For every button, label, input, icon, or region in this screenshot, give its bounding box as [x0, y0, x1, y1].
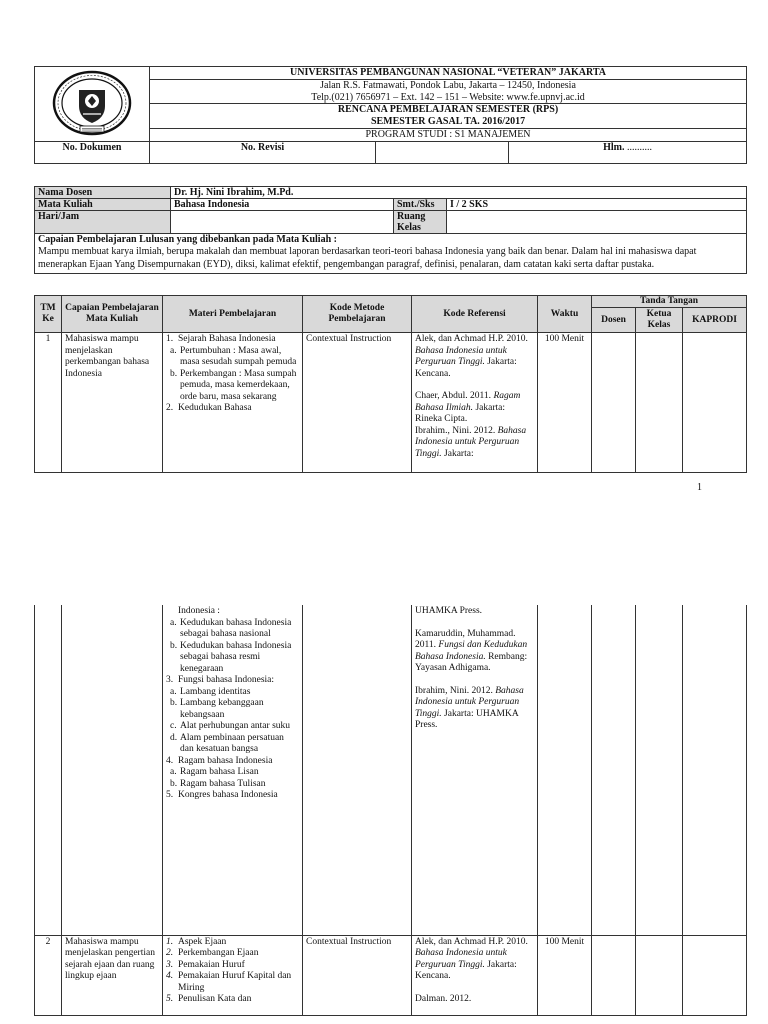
materi-cell: 1. Sejarah Bahasa Indonesia a. Pertumbuhan : Masa awal, masa sesudah sumpah pemuda b. Perkembangan : Masa sumpah pemuda, masa kemerdekaan, orde baru, masa sekarang 2. Kedudukan Bahasa [163, 333, 303, 473]
ref-publisher: UHAMKA Press. [415, 606, 483, 616]
capaian-lulusan-title: Capaian Pembelajaran Lulusan yang dibebankan pada Mata Kuliah : [38, 234, 337, 245]
rps-table-page-1 [34, 295, 747, 473]
materi-item: Fungsi bahasa Indonesia: [178, 675, 275, 685]
referensi-cell [412, 605, 538, 935]
materi-item: Indonesia : [178, 606, 220, 616]
tm-cell [35, 605, 62, 935]
ttd-ketua-cell [636, 935, 683, 1015]
page-gap [0, 500, 768, 605]
nama-dosen-value: Dr. Hj. Nini Ibrahim, M.Pd. [171, 187, 747, 199]
materi-cell: 1. Aspek Ejaan 2. Perkembangan Ejaan 3. Pemakaian Huruf 4. Pemakaian Huruf Kapital dan Miring 5. Penulisan Kata dan [163, 935, 303, 1015]
ref-publisher: Jakarta: UHAMKA Press. [415, 708, 519, 730]
capaian-cell [62, 605, 163, 935]
tm-cell: 2 [35, 935, 62, 1015]
ref-title: Ragam Bahasa Ilmiah. [415, 391, 521, 413]
ttd-dosen-cell [592, 333, 636, 473]
materi-subitem: Alam pembinaan persatuan dan kesatuan bangsa [180, 732, 284, 754]
materi-subitem: Ragam bahasa Lisan [180, 767, 259, 777]
materi-subitem: Alat perhubungan antar suku [180, 721, 291, 731]
table-row [35, 605, 747, 935]
ruang-kelas-value [447, 211, 747, 234]
smt-sks-label: Smt./Sks [394, 199, 447, 211]
ref-author: Dalman. 2012. [415, 993, 472, 1004]
materi-subitem: Lambang kebanggaan kebangsaan [180, 698, 264, 720]
ref-title: Bahasa Indonesia untuk Perguruan Tinggi. [415, 345, 507, 367]
no-revisi-label: No. Revisi [150, 142, 376, 164]
ref-title: Bahasa Indonesia untuk Perguruan Tinggi. [415, 685, 524, 719]
page-1 [0, 0, 768, 500]
hlm-label: Hlm. [603, 142, 625, 153]
ttd-dosen-cell [592, 935, 636, 1015]
capaian-lulusan-text: Mampu membuat karya ilmiah, berupa makalah dan membuat laporan berdasarkan teori-teori bahasa Indonesia yang baik dan benar. Dalam hal ini mahasiswa dapat menerapkan Ejaan Yang Disempurnakan (EYD), diksi, kalimat efektif, pengembangan paragraf, definisi, penalaran, dam catatan kaki serta daftar pustaka. [38, 246, 697, 270]
materi-subitem: Kedudukan bahasa Indonesia sebagai bahasa resmi kenegaraan [180, 640, 292, 674]
document-title: RENCANA PEMBELAJARAN SEMESTER (RPS) [150, 104, 747, 116]
hari-jam-label: Hari/Jam [35, 211, 171, 234]
ref-publisher: Rembang: Yayasan Adhigama. [415, 651, 528, 673]
ref-author: Alek, dan Achmad H.P. 2010. [415, 334, 528, 344]
university-logo [50, 68, 134, 138]
mata-kuliah-value: Bahasa Indonesia [171, 199, 394, 211]
ref-title: Bahasa Indonesia untuk Perguruan Tinggi. [415, 948, 507, 970]
header-ketua-kelas: Ketua Kelas [636, 308, 683, 333]
waktu-cell [538, 605, 592, 935]
metode-cell: Contextual Instruction [303, 935, 412, 1015]
materi-item: Kongres bahasa Indonesia [178, 790, 278, 800]
rps-table-page-2 [34, 605, 747, 1016]
metode-cell [303, 605, 412, 935]
capaian-cell: Mahasiswa mampu menjelaskan pengertian sejarah ejaan dan ruang lingkup ejaan [62, 935, 163, 1015]
materi-item: Pemakaian Huruf Kapital dan Miring [178, 971, 292, 993]
page-number: 1 [697, 482, 702, 493]
materi-subitem: Ragam bahasa Tulisan [180, 778, 266, 789]
materi-subitem: Pertumbuhan : Masa awal, masa sesudah sumpah pemuda [180, 345, 297, 367]
header-tm: TM Ke [35, 296, 62, 333]
materi-subitem: Lambang identitas [180, 686, 251, 697]
materi-item: Sejarah Bahasa Indonesia [178, 334, 276, 344]
header-dosen: Dosen [592, 308, 636, 333]
ref-title: Bahasa Indonesia untuk Perguruan Tinggi. [415, 425, 527, 459]
ref-title: Fungsi dan Kedudukan Bahasa Indonesia. [415, 640, 528, 662]
ttd-kaprodi-cell [683, 935, 747, 1015]
no-dokumen-label: No. Dokumen [35, 142, 150, 164]
mata-kuliah-label: Mata Kuliah [35, 199, 171, 211]
materi-subitem: Perkembangan : Masa sumpah pemuda, masa kemerdekaan, orde baru, masa sekarang [180, 368, 297, 402]
materi-item: Aspek Ejaan [178, 936, 227, 947]
waktu-cell: 100 Menit [538, 333, 592, 473]
university-address: Jalan R.S. Fatmawati, Pondok Labu, Jakarta – 12450, Indonesia [150, 79, 747, 91]
ref-publisher: Jakarta: Kencana. [415, 357, 517, 379]
ref-author: Ibrahim., Nini. 2012. [415, 425, 496, 436]
materi-item: Pemakaian Huruf [178, 959, 245, 970]
university-logo-cell [35, 67, 150, 142]
document-header [34, 66, 747, 164]
ttd-ketua-cell [636, 605, 683, 935]
university-name: UNIVERSITAS PEMBANGUNAN NASIONAL “VETERAN” JAKARTA [150, 67, 747, 80]
ref-publisher: Jakarta: Rineka Cipta. [415, 402, 505, 424]
university-contact: Telp.(021) 7656971 – Ext. 142 – 151 – Website: www.fe.upnvj.ac.id [150, 92, 747, 104]
materi-item: Penulisan Kata dan [178, 994, 252, 1004]
ttd-kaprodi-cell [683, 333, 747, 473]
header-kaprodi: KAPRODI [683, 308, 747, 333]
header-metode: Kode Metode Pembelajaran [303, 296, 412, 333]
table-row [35, 935, 747, 1015]
capaian-cell: Mahasiswa mampu menjelaskan perkembangan bahasa Indonesia [62, 333, 163, 473]
capaian-lulusan [35, 234, 747, 274]
metode-cell: Contextual Instruction [303, 333, 412, 473]
ttd-ketua-cell [636, 333, 683, 473]
referensi-cell [412, 333, 538, 473]
materi-cell: Indonesia : a. Kedudukan bahasa Indonesia sebagai bahasa nasional b. Kedudukan bahasa Indonesia sebagai bahasa resmi kenegaraan 3. Fungsi bahasa Indonesia: a. Lambang identitas b. Lambang kebanggaan kebangsaan c. Alat perhubungan antar suku d. Alam pembinaan persatuan dan kesatuan bangsa 4. Ragam bahasa Indonesia a. Ragam bahasa Lisan b. Ragam bahasa Tulisan 5. Kongres bahasa Indonesia [163, 605, 303, 935]
header-waktu: Waktu [538, 296, 592, 333]
ttd-dosen-cell [592, 605, 636, 935]
materi-item: Ragam bahasa Indonesia [178, 755, 273, 766]
hlm-cell [509, 142, 747, 164]
waktu-cell: 100 Menit [538, 935, 592, 1015]
hari-jam-value [171, 211, 394, 234]
table-row [35, 333, 747, 473]
ref-author: Alek, dan Achmad H.P. 2010. [415, 936, 528, 947]
ttd-kaprodi-cell [683, 605, 747, 935]
ref-author: Chaer, Abdul. 2011. [415, 391, 492, 401]
ruang-kelas-label: Ruang Kelas [394, 211, 447, 234]
blank-cell [376, 142, 509, 164]
page-2 [0, 605, 768, 1024]
hlm-dots: .......... [626, 142, 652, 153]
header-tanda-tangan: Tanda Tangan [592, 296, 747, 308]
referensi-cell [412, 935, 538, 1015]
header-capaian: Capaian Pembelajaran Mata Kuliah [62, 296, 163, 333]
program-label: PROGRAM STUDI : S1 MANAJEMEN [150, 129, 747, 142]
nama-dosen-label: Nama Dosen [35, 187, 171, 199]
ref-publisher: Jakarta: [444, 448, 474, 459]
tm-cell: 1 [35, 333, 62, 473]
materi-subitem: Kedudukan bahasa Indonesia sebagai bahasa nasional [180, 617, 292, 639]
header-referensi: Kode Referensi [412, 296, 538, 333]
ref-author: Kamaruddin, Muhammad. 2011. [415, 628, 516, 650]
ref-author: Ibrahim, Nini. 2012. [415, 685, 493, 696]
smt-sks-value: I / 2 SKS [447, 199, 747, 211]
materi-item: Kedudukan Bahasa [178, 403, 252, 413]
header-materi: Materi Pembelajaran [163, 296, 303, 333]
ref-publisher: Jakarta: Kencana. [415, 959, 517, 981]
materi-item: Perkembangan Ejaan [178, 948, 259, 958]
semester-label: SEMESTER GASAL TA. 2016/2017 [150, 116, 747, 128]
course-info [34, 186, 747, 274]
